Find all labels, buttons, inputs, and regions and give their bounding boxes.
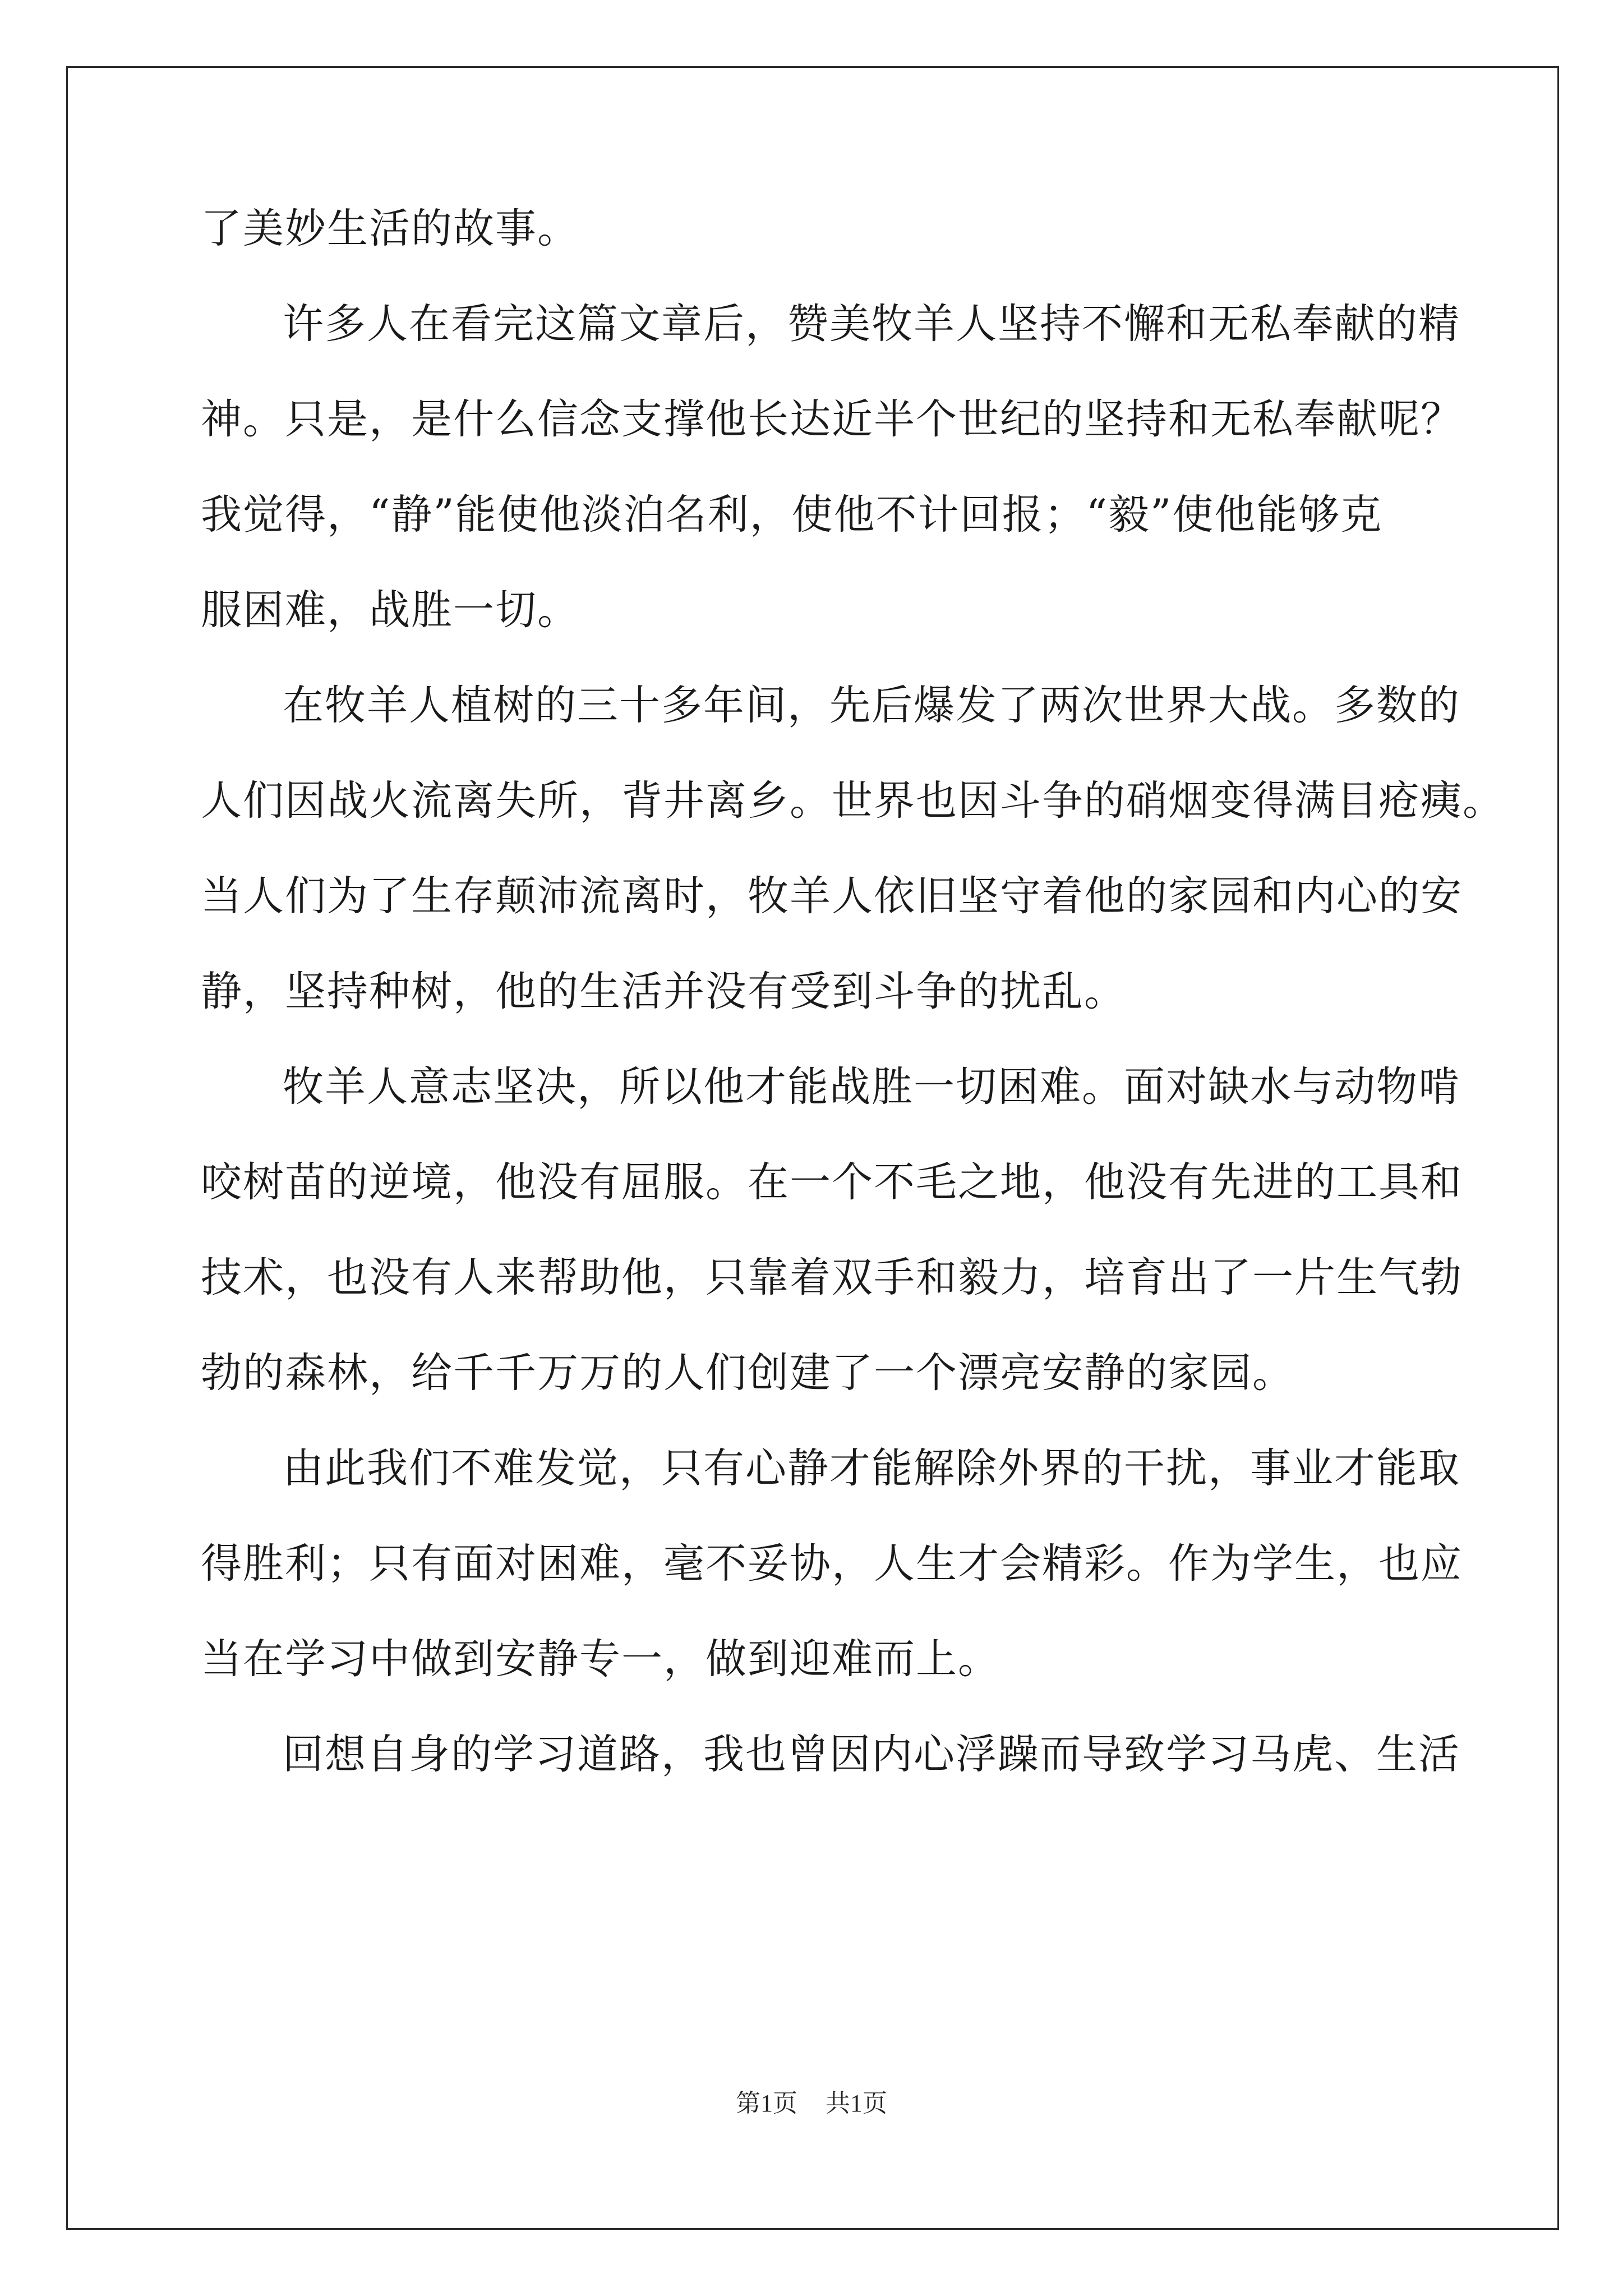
text-line: 了美妙生活的故事。: [201, 205, 579, 252]
text-line: 咬树苗的逆境，他没有屈服。在一个不毛之地，他没有先进的工具和: [201, 1158, 1463, 1206]
page-footer: [0, 2087, 1623, 2120]
text-line: 在牧羊人植树的三十多年间，先后爆发了两次世界大战。多数的: [283, 682, 1460, 729]
text-line: 神。只是，是什么信念支撑他长达近半个世纪的坚持和无私奉献呢？: [201, 395, 1463, 443]
text-line: 技术，也没有人来帮助他，只靠着双手和毅力，培育出了一片生气勃: [201, 1254, 1463, 1301]
page-number-current: 第1页: [736, 2090, 797, 2117]
text-line: 由此我们不难发觉，只有心静才能解除外界的干扰，事业才能取: [283, 1444, 1460, 1492]
text-line: 服困难，战胜一切。: [201, 586, 579, 634]
page-border: [66, 66, 1559, 2230]
text-line: 勃的森林，给千千万万的人们创建了一个漂亮安静的家园。: [201, 1349, 1294, 1397]
text-line: 许多人在看完这篇文章后，赞美牧羊人坚持不懈和无私奉献的精: [283, 300, 1460, 348]
text-line: 静，坚持种树，他的生活并没有受到斗争的扰乱。: [201, 968, 1126, 1015]
text-line: 牧羊人意志坚决，所以他才能战胜一切困难。面对缺水与动物啃: [283, 1063, 1460, 1111]
text-line: 人们因战火流离失所，背井离乡。世界也因斗争的硝烟变得满目疮痍。: [201, 777, 1505, 825]
text-line: 当在学习中做到安静专一，做到迎难而上。: [201, 1635, 1000, 1683]
text-line: 得胜利；只有面对困难，毫不妥协，人生才会精彩。作为学生，也应: [201, 1540, 1463, 1588]
text-line: 回想自身的学习道路，我也曾因内心浮躁而导致学习马虎、生活: [283, 1731, 1460, 1778]
page-number-total: 共1页: [826, 2090, 887, 2117]
text-line: 当人们为了生存颠沛流离时，牧羊人依旧坚守着他的家园和内心的安: [201, 872, 1463, 920]
text-line: 我觉得，“静”能使他淡泊名利，使他不计回报；“毅”使他能够克: [201, 491, 1383, 539]
